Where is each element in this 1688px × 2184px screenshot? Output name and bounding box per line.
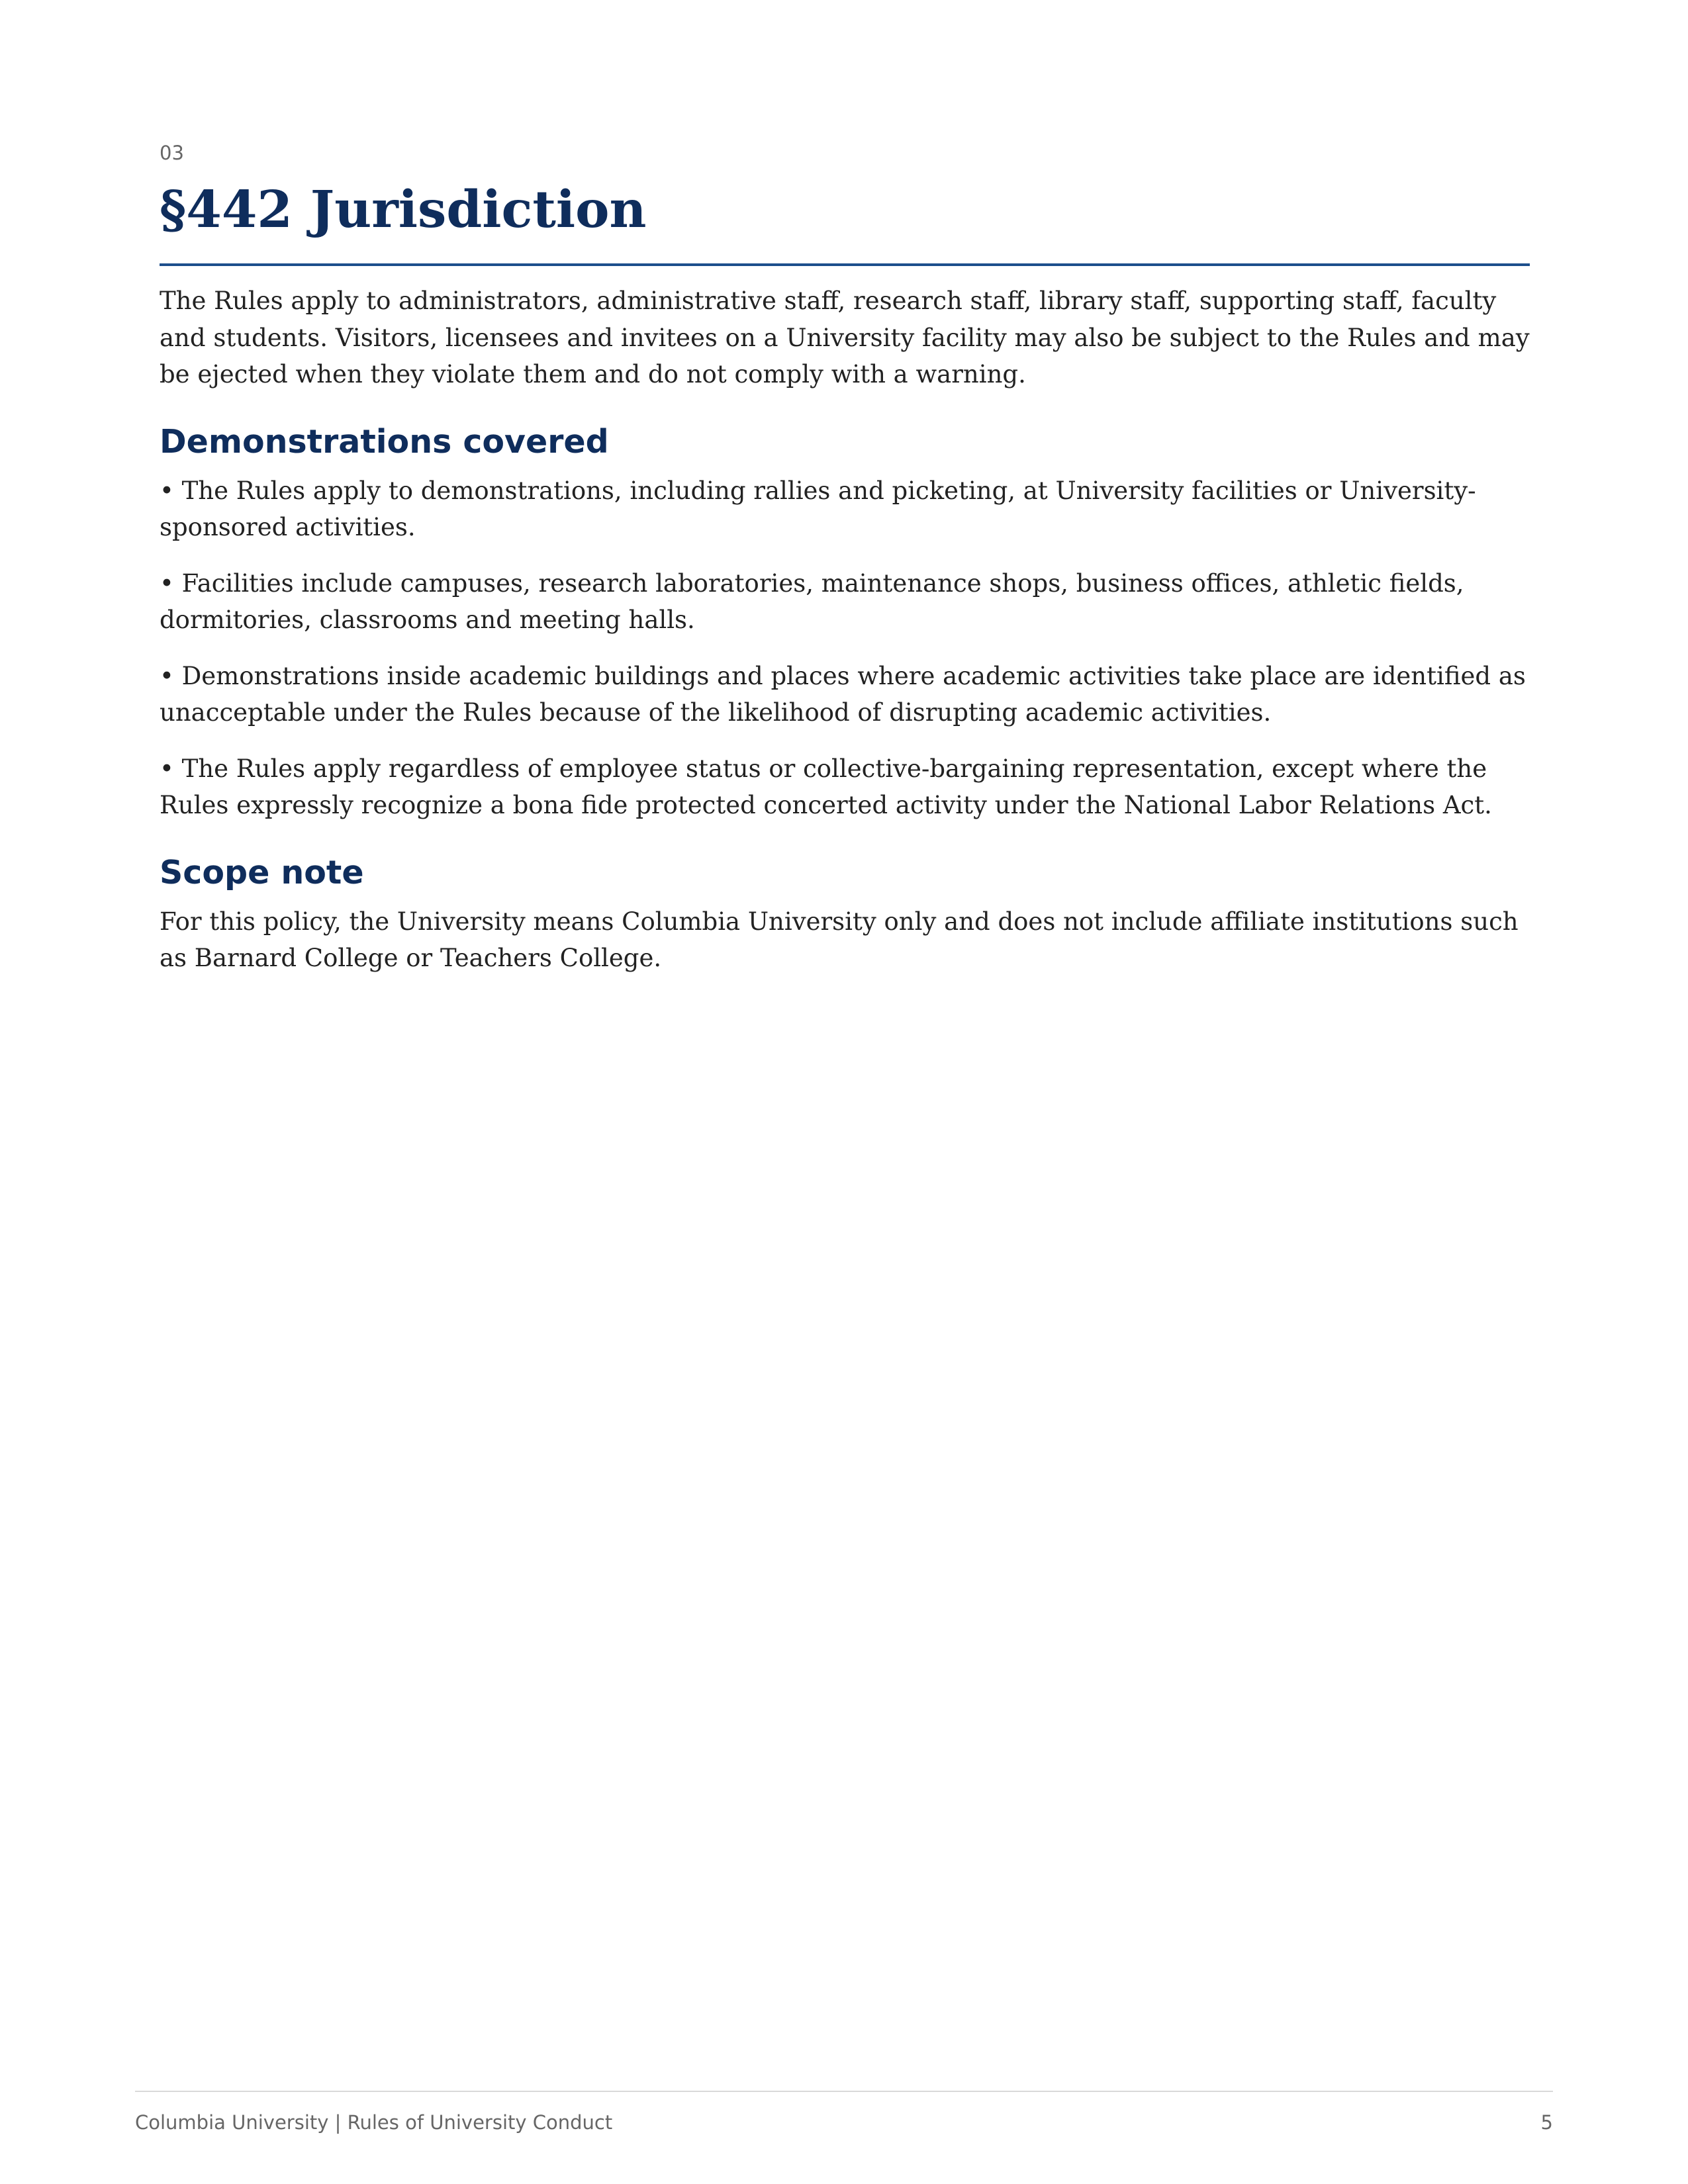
page-content [160,140,1530,977]
footer-page-number: 5 [1540,2111,1553,2134]
heading-demonstrations-covered: Demonstrations covered [160,422,609,461]
list-item: • The Rules apply regardless of employee status or collective-bargaining representation, except where the Rules expressly recognize a bona fide protected concerted activity under the National Labor Relations Act. [160,754,1492,819]
heading-scope-note: Scope note [160,853,364,891]
list-item: • Facilities include campuses, research laboratories, maintenance shops, business offices, athletic fields, dormitories, classrooms and meeting halls. [160,569,1464,634]
footer-document-title: Columbia University | Rules of University Conduct [135,2111,613,2134]
demonstrations-list [160,473,1530,824]
intro-paragraph: The Rules apply to administrators, administrative staff, research staff, library staff, supporting staff, faculty and students. Visitors, licensees and invitees on a University facility may also be subject to the Rules and may be ejected when they violate them and do not comply with a warning. [160,287,1530,388]
footer-divider [135,2091,1553,2092]
scope-note-paragraph: For this policy, the University means Columbia University only and does not include affiliate institutions such as Barnard College or Teachers College. [160,907,1519,972]
title-divider [160,263,1530,266]
section-number: 03 [160,142,184,164]
list-item: • The Rules apply to demonstrations, including rallies and picketing, at University facilities or University-sponsored activities. [160,476,1476,541]
list-item: • Demonstrations inside academic buildings and places where academic activities take place are identified as unacceptable under the Rules because of the likelihood of disrupting academic activities. [160,661,1526,727]
page-title: §442 Jurisdiction [160,180,647,240]
